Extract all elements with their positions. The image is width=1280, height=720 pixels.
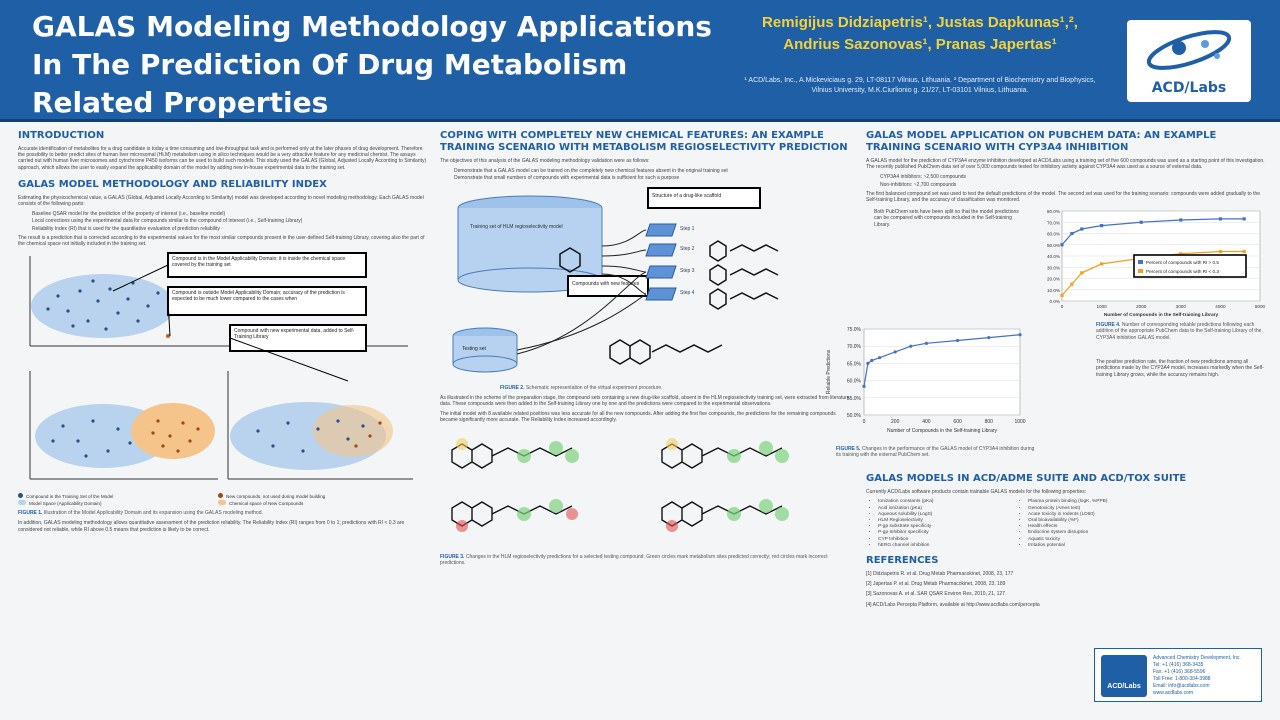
coping-text-2: As illustrated in the scheme of the preparation stage, the compound sets containing a new drug-like scaffold, absent in the HLM regioselectivity training set, were extracted from literature data. These compounds were then added to the Self-training Library one by one and the predictions were compared to the experimental observations. (440, 394, 850, 408)
fig4-series-1-point (1179, 219, 1182, 222)
fig4-y-tick: 70.0% (1046, 220, 1060, 226)
fig5-point (987, 336, 990, 339)
figure-3-molecules (440, 428, 840, 546)
contact-line-4: Toll Free: 1-800-304-3988 (1153, 676, 1211, 682)
fig4-x-tick: 1000 (1096, 304, 1107, 310)
coping-heading: COPING WITH COMPLETELY NEW CHEMICAL FEATURES: AN EXAMPLE TRAINING SCENARIO WITH METABOLISM REGIOSELECTIVITY PREDICTION (440, 130, 848, 153)
fig5-point (878, 356, 881, 359)
fig4-x-tick: 3000 (1175, 304, 1186, 310)
fig4-y-tick: 20.0% (1046, 276, 1060, 282)
fig4-x-tick: 0 (1060, 304, 1064, 310)
contact-line-2: Tel: +1 (416) 368-3435 (1153, 662, 1204, 668)
fig5-point (862, 385, 865, 388)
column-left (18, 130, 428, 720)
fig4-x-label: Number of Compounds in the Self-training Library (1103, 313, 1219, 319)
pubchem-text-4: The positive prediction rate, the fraction of new predictions among all predictions made by the CYP3A4 model, increases markedly when the Self-training Library grows, while the accuracy remains high. (1096, 359, 1264, 378)
fig4-x-tick: 5000 (1254, 304, 1266, 310)
suites-text: Currently ACD/Labs software products contain trainable GALAS models for the following properties: (866, 489, 1087, 496)
fig5-x-tick: 800 (984, 419, 993, 426)
fig4-series-1-point (1070, 232, 1073, 235)
fig5-point (894, 351, 897, 354)
fig4-series-1-point (1140, 221, 1143, 224)
reference-3: [3] Sazonovas A. et al. SAR QSAR Environ Res, 2010, 21, 127 (866, 591, 1005, 598)
suites-heading: GALAS MODELS IN ACD/ADME SUITE AND ACD/TOX SUITE (866, 473, 1187, 485)
fig4-y-tick: 60.0% (1046, 231, 1060, 237)
fig5-point (866, 362, 869, 365)
logo-orbit-icon (1127, 20, 1251, 80)
references-heading: REFERENCES (866, 555, 939, 567)
fig5-point (870, 359, 873, 362)
suite-left-item-2: • Acid ionization (pKa) (878, 506, 1016, 512)
fig4-x-tick: 4000 (1215, 304, 1226, 310)
pubchem-bullet-2: Non-inhibitors: ~2,700 compounds (880, 181, 957, 188)
callout-1: Compound is in the Model Applicability Domain; it is inside the chemical space covered by the training set (172, 256, 346, 269)
fig4-y-tick: 50.0% (1046, 242, 1060, 248)
suite-right-item-4: • Oral bioavailability (%F) (1028, 518, 1166, 524)
coping-bullet-1: Demonstrate that a GALAS model can be trained on the completely new chemical features absent in the original training set (454, 168, 728, 175)
fig4-series-2-point (1100, 262, 1103, 265)
fig5-x-tick: 1000 (1014, 419, 1026, 426)
column-middle (440, 130, 850, 720)
methodology-text: Estimating the physicochemical value, a GALAS (Global, Adjusted Locally According to Similarity) model was developed according to novel modeling methodology. Each GALAS model consists of the following parts: (18, 194, 424, 208)
suite-right-item-6: • Endocrine system disruption (1028, 530, 1166, 536)
fig5-point (909, 345, 912, 348)
methodology-bullet-2: Local corrections using the experimental data for compounds similar to the compound of interest (i.e., Self-training Library) (32, 218, 303, 225)
fig5-x-tick: 0 (862, 419, 866, 426)
fig2-step-4: Step 4 (680, 289, 695, 296)
reference-2: [2] Japertas P. et al. Drug Metab Pharmacokinet, 2008, 23, 189 (866, 581, 1006, 588)
contact-line-3: Fax: +1 (416) 368-5596 (1153, 669, 1206, 675)
fig5-y-tick: 55.0% (846, 396, 861, 403)
fig4-series-2-point (1080, 271, 1083, 274)
fig4-series-1-point (1100, 224, 1103, 227)
callout-3: Compound with new experimental data, added to Self-Training Library (234, 328, 355, 341)
logo-text: ACD/Labs (1151, 80, 1227, 96)
fig5-point (956, 339, 959, 342)
callout-2: Compound is outside Model Applicability Domain; accuracy of the prediction is expected to be much lower compared to the cases when (172, 290, 345, 303)
fig4-series-1-point (1219, 217, 1222, 220)
fig4-legend-label-1: Percent of compounds with RI > 0.5 (1146, 260, 1219, 266)
pubchem-text-2: The first balanced compound set was used to test the default predictions of the model. The second set was used for the training scenario: compounds were added gradually to the Self-training Library, and the accuracy of classification was monitored. (866, 190, 1261, 204)
affiliation: ¹ ACD/Labs, Inc., A.Mickeviciaus g. 29, LT-08117 Vilnius, Lithuania. ² Department of Biochemistry and Biophysics, Vilnius University, M.K.Ciurlionio g. 21/27, LT-03101 Vilnius, Lithuania. (744, 77, 1096, 94)
fig4-series-2-point (1219, 250, 1222, 253)
fig4-legend-swatch-1 (1138, 260, 1143, 264)
legend-item-2: Model Space (Applicability Domain) (18, 500, 218, 507)
figure-5-chart (820, 323, 1032, 441)
references (866, 555, 1086, 608)
suites-list-left (866, 499, 1016, 549)
fig5-x-label: Number of Compounds in the Self-training Library (886, 428, 998, 435)
column-right (826, 130, 1266, 720)
fig5-x-tick: 400 (922, 419, 931, 426)
fig4-series-1-point (1060, 243, 1063, 246)
reference-4[interactable]: [4] ACD/Labs Percepta Platform, available at http://www.acdlabs.com/percepta (866, 601, 1040, 608)
fig2-note-label: Compounds with new features (572, 280, 640, 287)
pubchem-chart-row (826, 319, 1266, 469)
reference-1: [1] Didziapetris R. et al. Drug Metab Pharmacokinet, 2008, 23, 177 (866, 571, 1014, 578)
fig4-y-tick: 30.0% (1046, 265, 1060, 271)
contact-line-1: Advanced Chemistry Development, Inc. (1153, 655, 1241, 661)
fig5-y-tick: 50.0% (846, 413, 861, 420)
fig4-legend-label-2: Percent of compounds with RI < 0.3 (1146, 269, 1219, 275)
methodology-text-3: In addition, GALAS modeling methodology allows quantitative assessment of the prediction reliability. The Reliability Index (RI) ranges from 0 to 1; predictions with RI < 0.3 are considered not reliable, while RI above 0.5 means that prediction is likely to be correct. (18, 520, 405, 533)
intro-text: Accurate identification of metabolites for a drug candidate is today a time consuming and low-throughput task and is performed only at the later phases of drug development. Therefore the possibility to better predict sites of human liver microsomal (HLM) metabolism using in silico techniques would be a very attractive feature for any medicinal chemist. The assays carried out with human liver microsomes and cytochrome P450 isoforms can be used to build such models. This study used the GALAS (Global, Adjusted Locally According to Similarity) approach, which allows the user to easily expand the applicability domain of the model by adding new in-house experimental data to the training set. (18, 146, 427, 171)
suite-right-item-7: • Aquatic toxicity (1028, 537, 1166, 543)
fig5-x-tick: 200 (891, 419, 900, 426)
suite-right-item-3: • Acute toxicity in rodents (LD50) (1028, 512, 1166, 518)
pubchem-text: A GALAS model for the prediction of CYP3A4 enzyme inhibition developed at ACD/Labs using a training set of five 600 compounds was used as a starting point of this investigation. The recently published PubChem data set of over 5,000 compounds tested for inhibitory activity against CYP3A4 was used as a source of external data. (866, 158, 1265, 171)
fig5-point (1018, 333, 1021, 336)
fig5-y-tick: 70.0% (846, 344, 861, 351)
fig4-series-2-point (1070, 283, 1073, 286)
poster-header (0, 0, 1280, 122)
fig4-y-tick: 80.0% (1046, 209, 1060, 215)
suite-left-item-6: • P-gp Inhibitor specificity (878, 530, 1016, 536)
fig2-step-3: Step 3 (680, 267, 695, 274)
legend-item-4: Chemical space of New Compounds (218, 500, 418, 507)
suites-list-right (1016, 499, 1166, 549)
poster-title: GALAS Modeling Methodology Applications In The Prediction Of Drug Metabolism Related Properties (32, 10, 712, 119)
legend-item-1: Compound in the Training Set of the Model (18, 493, 218, 500)
figure-4-caption: FIGURE 4. Number of corresponding reliable predictions following each addition of the appropriate PubChem data to the Self-training Library of the CYP3A4 inhibition GALAS model. (1096, 322, 1262, 341)
fig2-step-1: Step 1 (680, 225, 695, 232)
contact-text (1153, 655, 1257, 697)
coping-bullet-2: Demonstrate that small numbers of compounds with experimental data is sufficient for such a purpose (454, 175, 680, 182)
fig4-y-tick: 0.0% (1049, 299, 1060, 305)
authors-line-2: Andrius Sazonovas¹, Pranas Japertas¹ (783, 36, 1057, 53)
coping-text-3: The initial model with 8 available related positions was less accurate for all the new compounds. After adding the first five compounds, the predictions for the remaining compounds became significantly more accurate. The Reliability Index increased accordingly. (440, 411, 836, 424)
fig5-point (925, 342, 928, 345)
fig4-y-tick: 10.0% (1046, 287, 1060, 293)
methodology-bullet-1: Baseline QSAR model for the prediction of the property of interest (i.e., baseline model) (32, 211, 226, 218)
suite-left-item-8: • hERG channel inhibition (878, 543, 1016, 549)
figure-5-caption: FIGURE 5. Changes in the performance of the GALAS model of CYP3A4 inhibition during its training with the external PubChem set. (836, 446, 1035, 459)
fig2-step-2: Step 2 (680, 245, 695, 252)
pubchem-text-3: Both PubChem sets have been split so that the model predictions can be compared with compounds included in the Self-training Library. (874, 209, 1019, 228)
fig5-y-tick: 60.0% (846, 378, 861, 385)
figure-2-caption: FIGURE 2. Schematic representation of the virtual experiment procedure. (500, 384, 663, 391)
fig4-x-tick: 2000 (1136, 304, 1147, 310)
fig4-series-2-point (1243, 250, 1246, 253)
suites-lists (866, 499, 1266, 549)
intro-heading: INTRODUCTION (18, 130, 105, 141)
figure-1-caption: FIGURE 1. Illustration of the Model Applicability Domain and its expansion using the GALAS modeling method. (18, 510, 263, 517)
pubchem-heading: GALAS MODEL APPLICATION ON PUBCHEM DATA: AN EXAMPLE TRAINING SCENARIO WITH CYP3A4 INHIBITION (866, 130, 1217, 153)
suite-right-item-2: • Genotoxicity (Ames test) (1028, 506, 1166, 512)
figure-1 (18, 251, 418, 489)
fig4-y-tick: 40.0% (1046, 254, 1060, 260)
fig5-y-tick: 75.0% (846, 327, 861, 334)
methodology-text-2: The result is a prediction that is corrected according to the experimental values for the most similar compounds present in the user-defined Self-training Library, covering also the part of the chemical space not initially included in the training set. (18, 234, 425, 248)
suite-left-item-5: • P-gp substrate specificity (878, 524, 1016, 530)
authors-line-1: Remigijus Didziapetris¹, Justas Dapkunas¹,², (762, 14, 1078, 31)
contact-line-6[interactable]: www.acdlabs.com (1153, 690, 1194, 696)
methodology-bullet-3: Reliability Index (RI) that is used for the quantitative evaluation of prediction reliability (32, 225, 220, 232)
figure-4-chart (1034, 207, 1266, 319)
fig5-y-tick: 65.0% (846, 361, 861, 368)
suite-left-item-4: • HLM Regioselectivity (878, 518, 1016, 524)
contact-line-5[interactable]: Email: info@acdlabs.com (1153, 683, 1210, 689)
contact-box (1094, 648, 1262, 702)
pubchem-bullet-1: CYP3A4 inhibitors: ~2,500 compounds (880, 174, 967, 181)
contact-logo: ACD/Labs (1101, 655, 1147, 697)
figure-1-diagram (18, 251, 418, 489)
suite-right-item-5: • Health effects (1028, 524, 1166, 530)
pubchem-mid-row (866, 207, 1266, 319)
figure-2 (440, 186, 840, 382)
fig5-x-tick: 600 (953, 419, 962, 426)
suite-right-item-1: • Plasma protein binding (logK, %PPB) (1028, 499, 1166, 505)
authors (735, 12, 1105, 56)
fig4-series-2-point (1060, 294, 1063, 297)
fig2-db-label: Training set of HLM regioselectivity model (470, 223, 563, 230)
fig2-test-label: Testing set (462, 345, 486, 352)
fig2-box-label: Structure of a drug-like scaffold (652, 192, 722, 199)
fig5-y-label: Reliable Predictions (826, 350, 832, 395)
suite-right-item-8: • Irritation potential (1028, 543, 1166, 549)
suite-left-item-3: • Aqueous solubility (LogS) (878, 512, 1016, 518)
coping-text: The objectives of this analysis of the GALAS modeling methodology validation were as follows: (440, 158, 650, 164)
figure-1-legend (18, 493, 418, 507)
suite-left-item-7: • CYP Inhibition (878, 537, 1016, 543)
methodology-heading: GALAS MODEL METHODOLOGY AND RELIABILITY INDEX (18, 178, 327, 190)
figure-3-caption: FIGURE 3. Changes in the HLM regioselectivity predictions for a selected testing compound. Green circles mark metabolism sites predicted correctly; red circles mark incorrect predictions. (440, 553, 828, 566)
fig4-legend-swatch-2 (1138, 269, 1143, 273)
legend-item-3: New compounds, not used during model building (218, 493, 418, 500)
suite-left-item-1: • Ionization constants (pKa) (878, 499, 1016, 505)
fig4-series-1-point (1080, 228, 1083, 231)
acdlabs-logo (1127, 20, 1251, 102)
fig4-series-1-point (1243, 217, 1246, 220)
